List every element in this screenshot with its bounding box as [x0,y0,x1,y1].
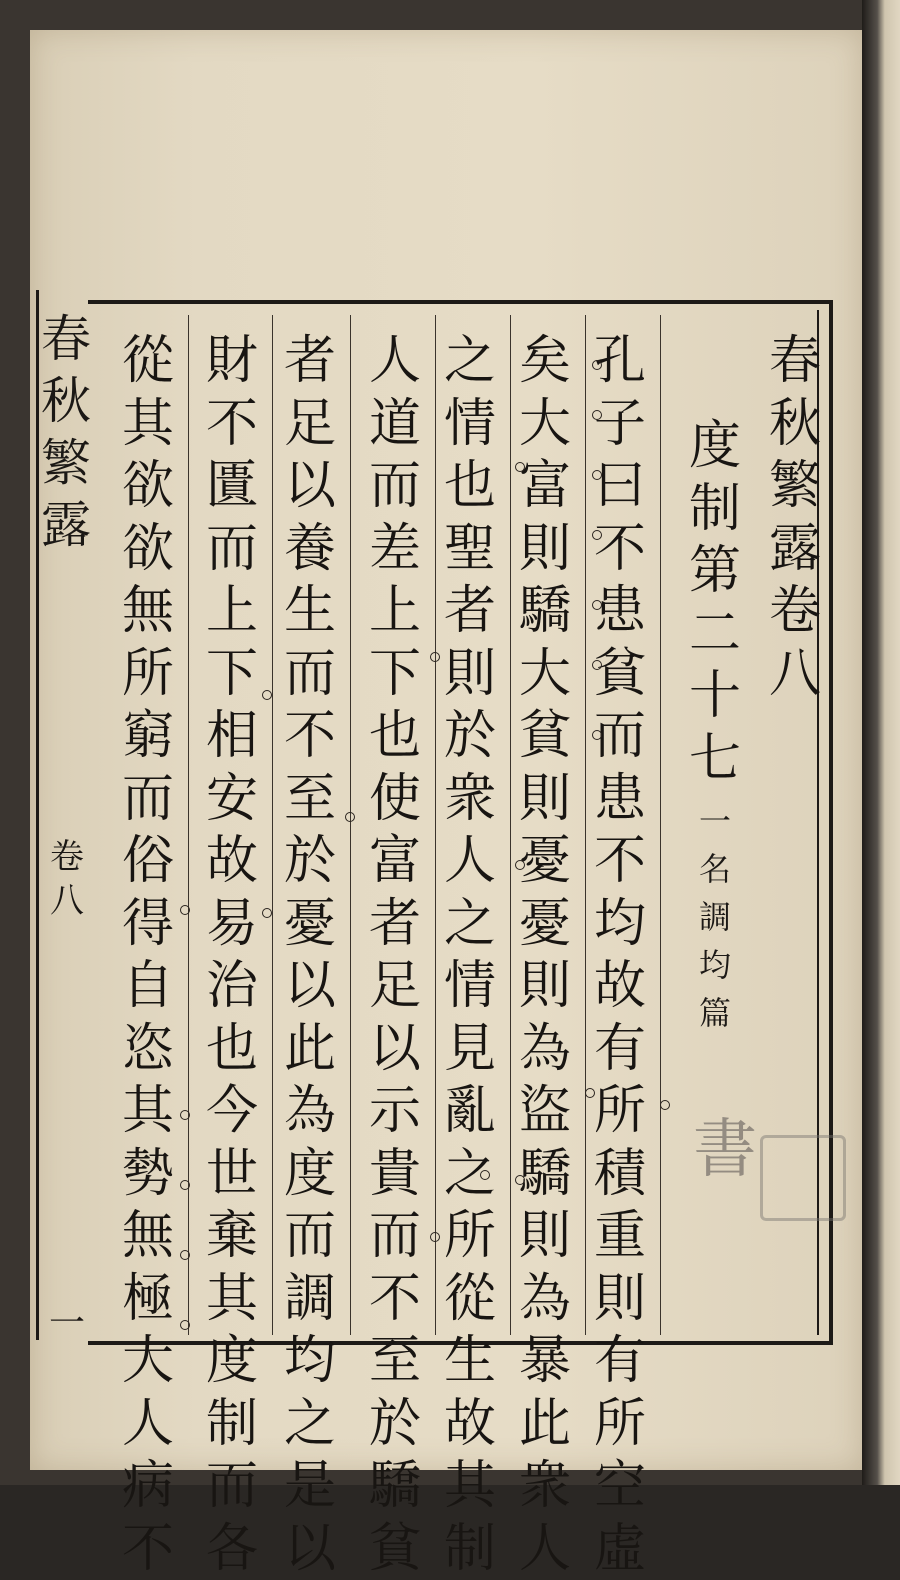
column-rule [272,315,273,1335]
punctuation-circle [430,1232,440,1242]
book-title: 春 秋 繁 露 卷 八 [768,331,821,704]
punctuation-circle [480,1170,490,1180]
punctuation-circle [180,1180,190,1190]
punctuation-circle [592,470,602,480]
punctuation-circle [585,1088,595,1098]
text-column: 財 不 匱 而 上 下 相 安 故 易 治 也 今 世 棄 其 度 制 而 各 [205,331,258,1579]
text-column: 之 情 也 聖 者 則 於 衆 人 之 情 見 亂 之 所 從 生 故 其 制 [443,331,496,1579]
punctuation-circle [180,1110,190,1120]
chapter-note: 一 名 調 均 篇 [698,802,731,1032]
punctuation-circle [180,1250,190,1260]
banxin-volume: 卷八 [50,837,84,921]
punctuation-circle [345,812,355,822]
column-rule [585,315,586,1335]
punctuation-circle [180,905,190,915]
column-rule [660,315,661,1335]
punctuation-circle [180,1320,190,1330]
banxin-margin [36,290,93,1344]
binding-gutter [862,0,900,1485]
punctuation-circle [262,690,272,700]
chapter-title: 度 制 第 二 十 七 [688,416,741,789]
text-column: 孔 子 曰 不 患 貧 而 患 不 均 故 有 所 積 重 則 有 所 空 虛 [593,331,646,1579]
column-rule [435,315,436,1335]
banxin-title: 春秋繁露 [41,310,91,554]
banxin-page-number: 一 [48,1303,85,1344]
text-column: 從 其 欲 欲 無 所 窮 而 俗 得 自 恣 其 勢 無 極 大 人 病 不 [121,331,174,1579]
stamp-text: 書 [693,1113,757,1187]
punctuation-circle [592,730,602,740]
punctuation-circle [660,1100,670,1110]
punctuation-circle [592,600,602,610]
punctuation-circle [592,410,602,420]
punctuation-circle [515,462,525,472]
column-rule [510,315,511,1335]
text-column: 矣 大 富 則 驕 大 貧 則 憂 憂 則 為 盜 驕 則 為 暴 此 衆 人 [518,331,571,1579]
punctuation-circle [592,530,602,540]
text-column: 者 足 以 養 生 而 不 至 於 憂 以 此 為 度 而 調 均 之 是 以 [283,331,336,1579]
punctuation-circle [592,360,602,370]
column-rule [350,315,351,1335]
punctuation-circle [262,908,272,918]
punctuation-circle [430,652,440,662]
punctuation-circle [515,860,525,870]
punctuation-circle [592,660,602,670]
punctuation-circle [515,1175,525,1185]
text-column: 人 道 而 差 上 下 也 使 富 者 足 以 示 貴 而 不 至 於 驕 貧 [368,331,421,1579]
